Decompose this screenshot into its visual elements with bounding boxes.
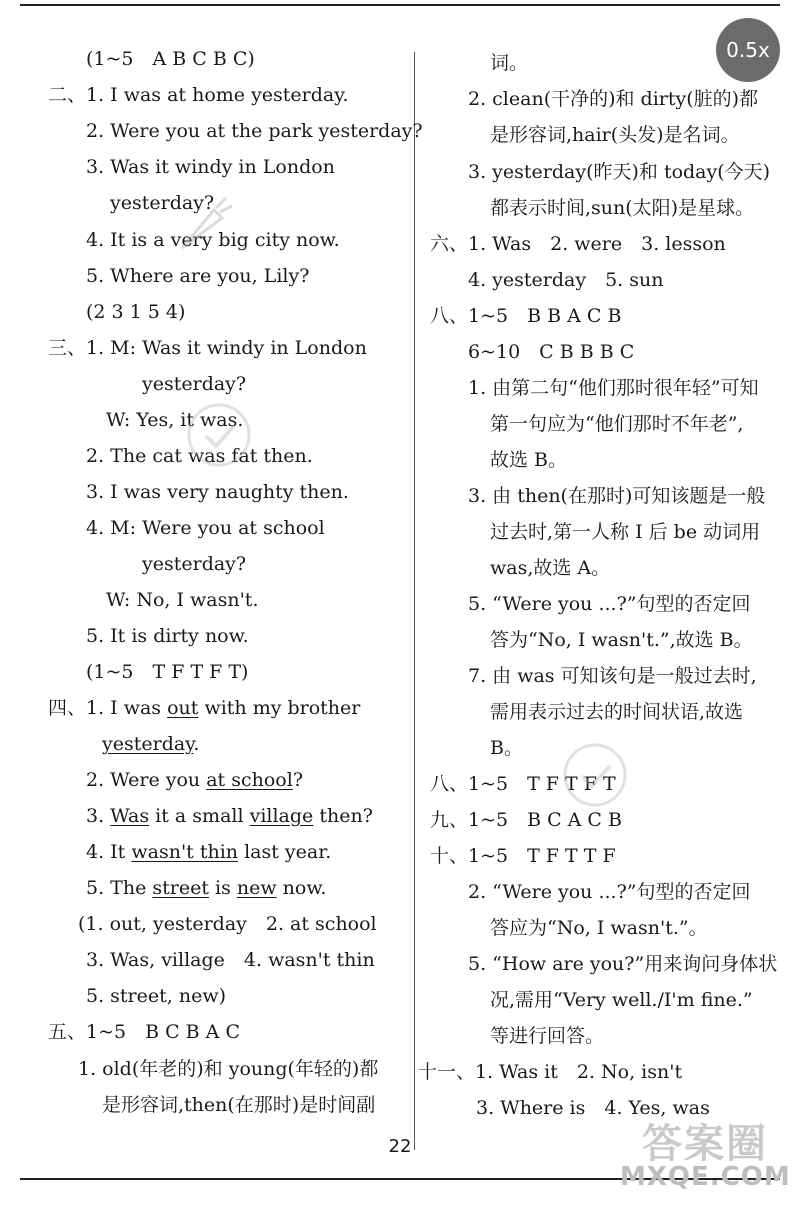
answer-line: 五、1~5 B C B A C bbox=[48, 1021, 240, 1043]
underlined-word: at school bbox=[206, 769, 293, 791]
answer-line: 过去时,第一人称 I 后 be 动词用 bbox=[490, 521, 761, 543]
answer-line: 3. Was it windy in London bbox=[86, 156, 335, 178]
answer-line: 答为“No, I wasn't.”,故选 B。 bbox=[490, 629, 753, 651]
text-span: with my brother bbox=[198, 697, 361, 719]
text-span: 5. The bbox=[86, 877, 153, 899]
top-rule bbox=[20, 4, 780, 6]
answer-line: 二、1. I was at home yesterday. bbox=[48, 84, 349, 106]
answer-line: 4. yesterday 5. sun bbox=[468, 269, 664, 291]
page-number: 22 bbox=[388, 1136, 412, 1157]
answer-line: 3. Was, village 4. wasn't thin bbox=[86, 949, 375, 971]
answer-line bbox=[86, 767, 303, 793]
answer-line: yesterday? bbox=[110, 192, 215, 214]
answer-line: yesterday? bbox=[142, 553, 247, 575]
text-span: 四、1. I was bbox=[48, 697, 168, 719]
answer-line: 等进行回答。 bbox=[490, 1025, 605, 1047]
answer-line: 需用表示过去的时间状语,故选 bbox=[490, 701, 744, 723]
text-span: 3. bbox=[86, 805, 111, 827]
answer-line: 词。 bbox=[490, 52, 529, 74]
answer-line: 十、1~5 T F T T F bbox=[430, 845, 616, 867]
answer-line: 5. “How are you?”用来询问身体状 bbox=[468, 953, 778, 975]
heart-check-watermark-icon bbox=[560, 740, 630, 810]
carrot-watermark-icon bbox=[170, 190, 240, 260]
answer-line bbox=[86, 803, 373, 829]
answer-line: 2. “Were you ...?”句型的否定回 bbox=[468, 881, 751, 903]
answer-line: 3. I was very naughty then. bbox=[86, 481, 349, 503]
answer-line: 3. yesterday(昨天)和 today(今天) bbox=[468, 161, 771, 183]
answer-line: 况,需用“Very well./I'm fine.” bbox=[490, 989, 753, 1011]
column-divider bbox=[414, 52, 415, 1150]
underlined-word: Was bbox=[110, 805, 150, 827]
answer-line: 是形容词,hair(头发)是名词。 bbox=[490, 124, 740, 146]
text-span: it a small bbox=[149, 805, 250, 827]
underlined-word: street bbox=[152, 877, 209, 899]
answer-line bbox=[86, 839, 331, 865]
answer-line: 5. Where are you, Lily? bbox=[86, 265, 310, 287]
text-span: 2. Were you bbox=[86, 769, 207, 791]
answer-line: 九、1~5 B C A C B bbox=[430, 809, 622, 831]
playback-speed-button[interactable]: 0.5x bbox=[716, 18, 780, 82]
text-span: . bbox=[193, 733, 200, 755]
answer-line: 答应为“No, I wasn't.”。 bbox=[490, 917, 708, 939]
underlined-word: out bbox=[167, 697, 199, 719]
answer-line: (1~5 T F T F T) bbox=[86, 661, 249, 683]
text-span: then? bbox=[313, 805, 373, 827]
answer-line: 3. Where is 4. Yes, was bbox=[476, 1097, 710, 1119]
answer-line: 2. The cat was fat then. bbox=[86, 445, 313, 467]
answer-line bbox=[86, 875, 326, 901]
text-span: 4. It bbox=[86, 841, 132, 863]
answer-line: 3. 由 then(在那时)可知该题是一般 bbox=[468, 485, 766, 507]
underlined-word: village bbox=[249, 805, 314, 827]
answer-line: 六、1. Was 2. were 3. lesson bbox=[430, 233, 726, 255]
answer-line: 1. old(年老的)和 young(年轻的)都 bbox=[78, 1058, 379, 1080]
text-span: is bbox=[208, 877, 237, 899]
answer-line: 5. “Were you ...?”句型的否定回 bbox=[468, 593, 751, 615]
answer-line: 4. M: Were you at school bbox=[86, 517, 325, 539]
answer-line: (2 3 1 5 4) bbox=[86, 301, 186, 323]
answer-line: 7. 由 was 可知该句是一般过去时, bbox=[468, 665, 757, 687]
answer-line: (1~5 A B C B C) bbox=[86, 48, 255, 70]
heart-check-watermark-icon bbox=[184, 400, 254, 470]
answer-line: 2. Were you at the park yesterday? bbox=[86, 120, 423, 142]
answer-line: 三、1. M: Was it windy in London bbox=[48, 337, 367, 359]
answer-line: 1. 由第二句“他们那时很年轻”可知 bbox=[468, 377, 759, 399]
answer-line: was,故选 A。 bbox=[490, 557, 611, 579]
answer-line: 2. clean(干净的)和 dirty(脏的)都 bbox=[468, 88, 759, 110]
watermark-title: 答案圈 bbox=[642, 1121, 768, 1167]
underlined-word: wasn't thin bbox=[131, 841, 239, 863]
text-span: last year. bbox=[238, 841, 332, 863]
answer-line: W: Yes, it was. bbox=[106, 409, 244, 431]
answer-line: 5. It is dirty now. bbox=[86, 625, 249, 647]
answer-line: 5. street, new) bbox=[86, 985, 226, 1007]
watermark-url: MXQE.COM bbox=[620, 1162, 791, 1192]
answer-line: W: No, I wasn't. bbox=[106, 589, 259, 611]
answer-line: 4. It is a very big city now. bbox=[86, 229, 340, 251]
text-span: now. bbox=[276, 877, 327, 899]
underlined-word: new bbox=[236, 877, 277, 899]
answer-line bbox=[102, 731, 199, 757]
answer-line: yesterday? bbox=[142, 373, 247, 395]
answer-line: B。 bbox=[490, 737, 523, 759]
answer-line: 十一、1. Was it 2. No, isn't bbox=[418, 1061, 683, 1083]
answer-line bbox=[48, 695, 360, 721]
answer-line: (1. out, yesterday 2. at school bbox=[78, 913, 377, 935]
underlined-word: yesterday bbox=[102, 733, 194, 755]
text-span: ? bbox=[292, 769, 303, 791]
answer-line: 是形容词,then(在那时)是时间副 bbox=[102, 1094, 376, 1116]
answer-line: 第一句应为“他们那时不年老”, bbox=[490, 413, 744, 435]
answer-line: 6~10 C B B B C bbox=[468, 341, 635, 363]
answer-line: 都表示时间,sun(太阳)是星球。 bbox=[490, 197, 755, 219]
site-watermark bbox=[620, 1112, 790, 1196]
answer-line: 故选 B。 bbox=[490, 449, 568, 471]
answer-line: 八、1~5 T F T F T bbox=[430, 773, 616, 795]
answer-line: 八、1~5 B B A C B bbox=[430, 305, 622, 327]
